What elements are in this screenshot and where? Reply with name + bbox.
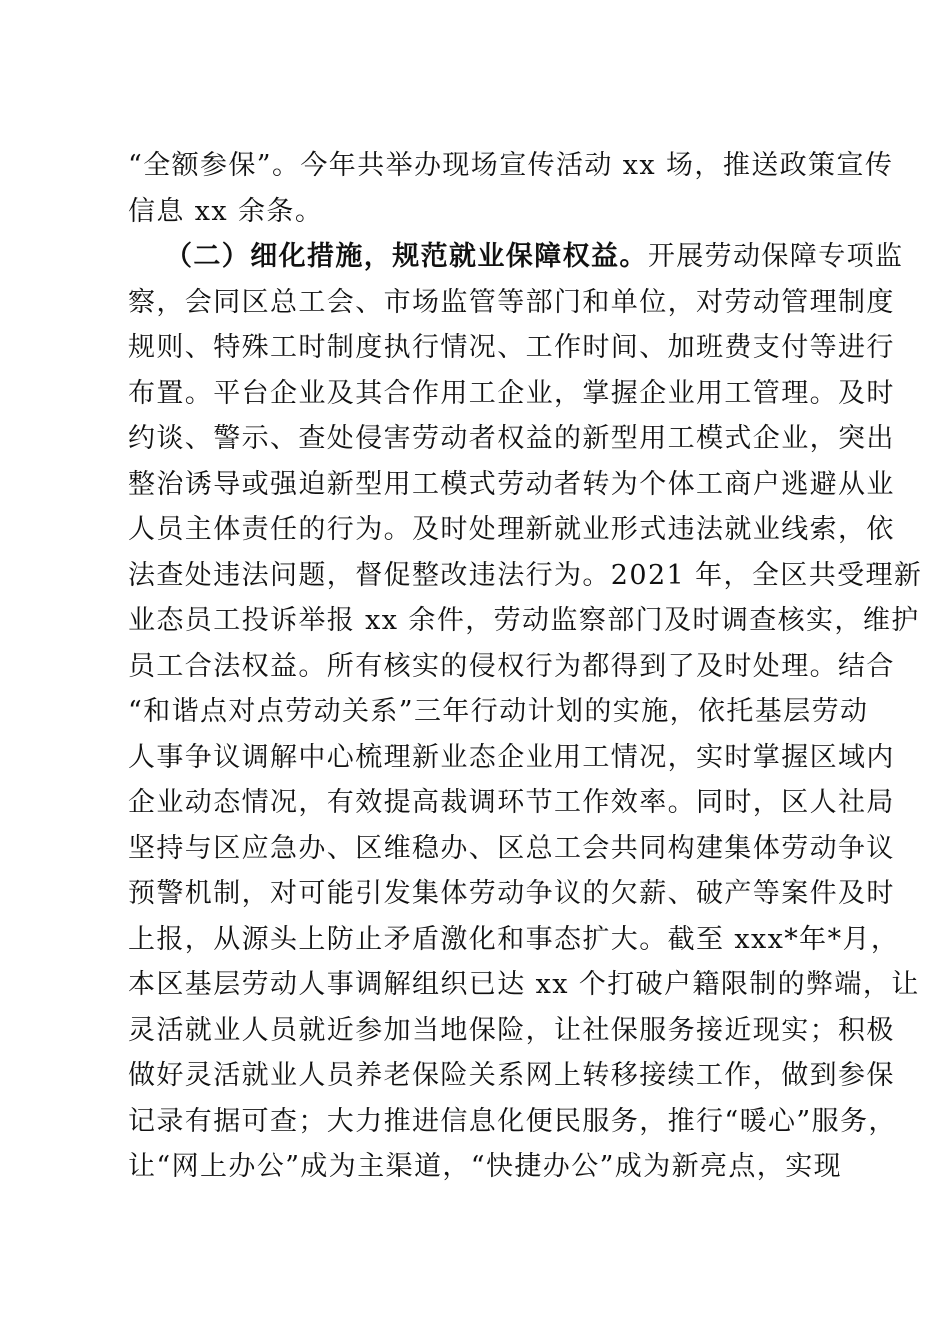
text-line: 企业动态情况，有效提高裁调环节工作效率。同时，区人社局 [128,787,895,818]
text-line: “全额参保”。今年共举办现场宣传活动 xx 场，推送政策宣传 [128,150,894,181]
text-line: 法查处违法问题，督促整改违法行为。2021 年，全区共受理新 [128,559,923,591]
document-body [128,143,923,1190]
text-line: 预警机制，对可能引发集体劳动争议的欠薪、破产等案件及时 [128,878,895,909]
text-line: 规则、特殊工时制度执行情况、工作时间、加班费支付等进行 [128,332,895,363]
text-line: 上报，从源头上防止矛盾激化和事态扩大。截至 xxx*年*月， [128,923,900,955]
section-first-line [128,234,904,280]
text-line: 本区基层劳动人事调解组织已达 xx 个打破户籍限制的弊端，让 [128,969,920,1000]
text-line: 信息 xx 余条。 [128,195,324,227]
text-line: 记录有据可查；大力推进信息化便民服务，推行“暖心”服务， [128,1105,897,1137]
text-line: 让“网上办公”成为主渠道，“快捷办公”成为新亮点，实现 [128,1151,843,1182]
text-line: 人事争议调解中心梳理新业态企业用工情况，实时掌握区域内 [128,741,895,773]
section-lead-text: 开展劳动保障专项监 [647,241,904,272]
text-line: 整治诱导或强迫新型用工模式劳动者转为个体工商户逃避从业 [128,468,895,500]
text-line: 约谈、警示、查处侵害劳动者权益的新型用工模式企业，突出 [128,423,895,454]
section-heading: （二）细化措施，规范就业保障权益。 [165,241,648,272]
text-line: 布置。平台企业及其合作用工企业，掌握企业用工管理。及时 [128,377,895,409]
text-line: 察，会同区总工会、市场监管等部门和单位，对劳动管理制度 [128,286,895,318]
text-line: 做好灵活就业人员养老保险关系网上转移接续工作，做到参保 [128,1060,895,1091]
text-line: 业态员工投诉举报 xx 余件，劳动监察部门及时调查核实，维护 [128,605,920,636]
text-line: 灵活就业人员就近参加当地保险，让社保服务接近现实；积极 [128,1014,895,1046]
text-line: 人员主体责任的行为。及时处理新就业形式违法就业线索，依 [128,514,895,545]
text-line: 员工合法权益。所有核实的侵权行为都得到了及时处理。结合 [128,650,895,682]
text-line: 坚持与区应急办、区维稳办、区总工会共同构建集体劳动争议 [128,832,895,864]
text-line: “和谐点对点劳动关系”三年行动计划的实施，依托基层劳动 [128,696,869,727]
